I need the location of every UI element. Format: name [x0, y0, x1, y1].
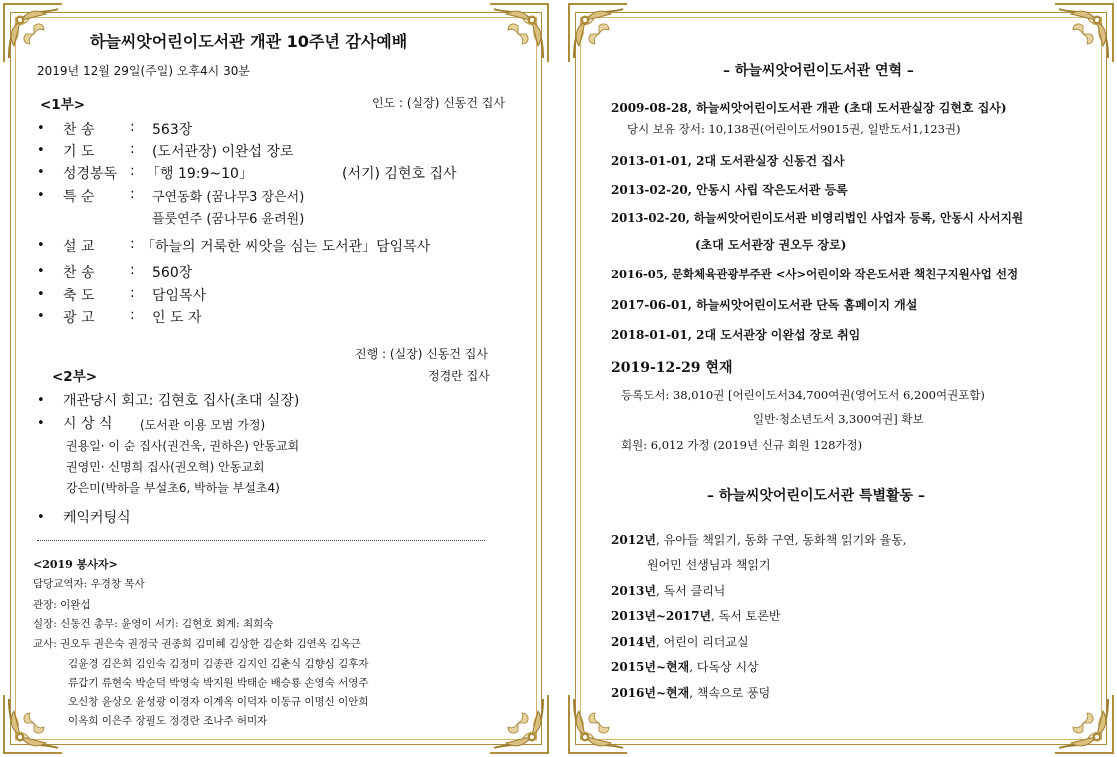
activity-year: 2016년~현재 [611, 686, 690, 700]
activity-text: , 다독상 시상 [689, 660, 759, 674]
order-item-label: 기 도 [63, 144, 95, 160]
order-item-extra: 플룻연주 (꿈나무6 윤려원) [152, 212, 305, 227]
current-status-heading: 2019-12-29 현재 [611, 360, 733, 376]
award-line: 강은미(박하을 부설초6, 박하늘 부설초4) [66, 481, 280, 495]
award-line: 권영민· 신명희 집사(권오혁) 안동교회 [66, 460, 265, 474]
left-page [0, 0, 552, 757]
history-entry: 2013-01-01, 2대 도서관실장 신동건 집사 [611, 154, 845, 168]
activity-line [611, 658, 759, 675]
part1-leader: 인도 : (실장) 신동건 집사 [372, 96, 505, 110]
history-entry: 2018-01-01, 2대 도서관장 이완섭 장로 취임 [611, 328, 861, 342]
history-entry: (초대 도서관장 권오두 장로) [695, 238, 847, 252]
part2-heading: <2부> [52, 369, 98, 385]
order-item-label: 찬 송 [63, 265, 95, 281]
dotted-divider [37, 540, 485, 541]
award-line: 권용일· 이 순 집사(권건욱, 권하은) 안동교회 [66, 439, 300, 453]
activity-year: 2015년~현재 [611, 660, 690, 674]
corner-ornament-icon [0, 0, 66, 66]
activity-text: , 책속으로 풍덩 [689, 686, 771, 700]
bullet: • [37, 309, 45, 324]
order-item-label: 축 도 [63, 288, 95, 304]
activity-year: 2012년 [611, 533, 656, 547]
activity-text: , 독서 클리닉 [656, 584, 726, 598]
stats-line: 일반·청소년도서 3,300여권] 확보 [753, 412, 924, 426]
part2-leader-2: 정경란 집사 [428, 369, 490, 383]
bullet: • [37, 143, 45, 158]
part2-item-note: (도서관 이용 모범 가정) [140, 418, 266, 432]
part2-leader: 진행 : (실장) 신동건 집사 [355, 347, 488, 361]
bullet: • [37, 165, 45, 180]
part1-heading: <1부> [40, 97, 86, 113]
history-entry: 2016-05, 문화체육관광부주관 <사>어린이와 작은도서관 책친구지원사업 선정 [611, 267, 1019, 281]
bullet: • [37, 188, 45, 203]
order-item-sep: : [130, 186, 135, 202]
bullet: • [37, 121, 45, 136]
history-entry: 2013-02-20, 안동시 사립 작은도서관 등록 [611, 183, 848, 197]
right-page [565, 0, 1117, 757]
activity-text: , 어린이 리더교실 [656, 635, 749, 649]
activity-text: , 독서 토론반 [711, 609, 781, 623]
order-item-sep: : [130, 236, 135, 252]
order-item-label: 성경봉독 [63, 166, 118, 182]
activity-year: 2014년 [611, 635, 656, 649]
order-item-value: 「하늘의 거룩한 씨앗을 심는 도서관」담임목사 [141, 239, 431, 255]
activity-year: 2013년~2017년 [611, 609, 712, 623]
activity-line [611, 582, 725, 599]
order-item-label: 특 순 [63, 189, 95, 205]
corner-ornament-icon [486, 691, 552, 757]
bullet: • [37, 238, 45, 253]
volunteer-line: 이옥희 이은주 장필도 정경란 조나주 허미자 [68, 715, 268, 727]
history-entry: 2013-02-20, 하늘씨앗어린이도서관 비영리법인 사업자 등록, 안동시 사서지원 [611, 211, 1024, 225]
order-item-sep: : [130, 307, 135, 323]
activity-line [611, 633, 749, 650]
order-item-value: 563장 [152, 122, 193, 138]
volunteer-line: 실장: 신동건 총무: 윤영이 서기: 김현호 회계: 최희숙 [33, 618, 274, 630]
corner-ornament-icon [0, 691, 66, 757]
order-item-label: 광 고 [63, 310, 95, 326]
part2-item: 시 상 식 [63, 416, 113, 432]
bullet: • [37, 264, 45, 279]
corner-ornament-icon [565, 0, 631, 66]
order-item-sep: : [130, 141, 135, 157]
order-item-value: 인 도 자 [152, 310, 202, 326]
corner-ornament-icon [1051, 691, 1117, 757]
service-datetime: 2019년 12월 29일(주일) 오후4시 30분 [37, 64, 250, 78]
order-item-value: 구연동화 (꿈나무3 장은서) [152, 190, 305, 205]
activity-line [611, 607, 780, 624]
order-item-value: (도서관장) 이완섭 장로 [152, 144, 294, 160]
order-item-value: 담임목사 [152, 288, 207, 304]
activity-line [647, 556, 771, 573]
order-item-sep: : [130, 262, 135, 278]
activity-text: , 유아들 책읽기, 동화 구연, 동화책 읽기와 율동, [656, 533, 907, 547]
order-item-label: 설 교 [63, 239, 95, 255]
activity-text: 원어민 선생님과 책읽기 [647, 558, 771, 572]
history-entry: 2017-06-01, 하늘씨앗어린이도서관 단독 홈페이지 개설 [611, 298, 918, 312]
part2-item: 개관당시 회고: 김현호 집사(초대 실장) [63, 393, 300, 409]
corner-ornament-icon [486, 0, 552, 66]
order-item-value: 「행 19:9~10」 [146, 166, 253, 182]
bullet: • [37, 510, 45, 525]
bullet: • [37, 393, 45, 408]
history-entry: 2009-08-28, 하늘씨앗어린이도서관 개관 (초대 도서관실장 김현호 집사) [611, 101, 1007, 115]
activity-line [611, 684, 770, 701]
bullet: • [37, 287, 45, 302]
activity-line [611, 531, 907, 548]
order-item-label: 찬 송 [63, 122, 95, 138]
order-item-extra: (서기) 김현호 집사 [342, 166, 457, 182]
volunteer-line: 담당교역자: 우경창 목사 [33, 578, 145, 590]
order-item-sep: : [130, 163, 135, 179]
order-item-sep: : [130, 285, 135, 301]
volunteer-line: 류갑기 류현숙 박순덕 박영숙 박지원 박태순 배승룡 손영숙 서영주 [68, 677, 369, 689]
corner-ornament-icon [1051, 0, 1117, 66]
volunteer-line: 교사: 권오두 권은숙 권정국 권종희 김미혜 김상한 김순화 김연옥 김옥근 [33, 638, 361, 650]
activity-year: 2013년 [611, 584, 656, 598]
volunteer-line: 오신창 윤상오 윤성광 이경자 이계옥 이덕자 이동규 이명신 이안희 [68, 696, 369, 708]
stats-line: 등록도서: 38,010권 [어린이도서34,700여권(영어도서 6,200여권포함) [621, 388, 985, 402]
volunteer-line: 관장: 이완섭 [33, 599, 91, 611]
activities-title: – 하늘씨앗어린이도서관 특별활동 – [707, 488, 925, 504]
bullet: • [37, 416, 45, 431]
volunteer-line: 김윤경 김은희 김인숙 김정미 김종관 김지인 김춘식 김향심 김후자 [68, 658, 369, 670]
volunteers-heading: <2019 봉사자> [33, 558, 118, 571]
order-item-sep: : [130, 119, 135, 135]
service-title: 하늘씨앗어린이도서관 개관 10주년 감사예배 [90, 32, 408, 51]
history-note: 당시 보유 장서: 10,138권(어린이도서9015권, 일반도서1,123권) [627, 122, 961, 136]
history-title: – 하늘씨앗어린이도서관 연혁 – [723, 63, 914, 79]
stats-line: 회원: 6,012 가정 (2019년 신규 회원 128가정) [621, 438, 863, 452]
order-item-value: 560장 [152, 265, 193, 281]
part2-item: 케익커팅식 [63, 510, 131, 526]
